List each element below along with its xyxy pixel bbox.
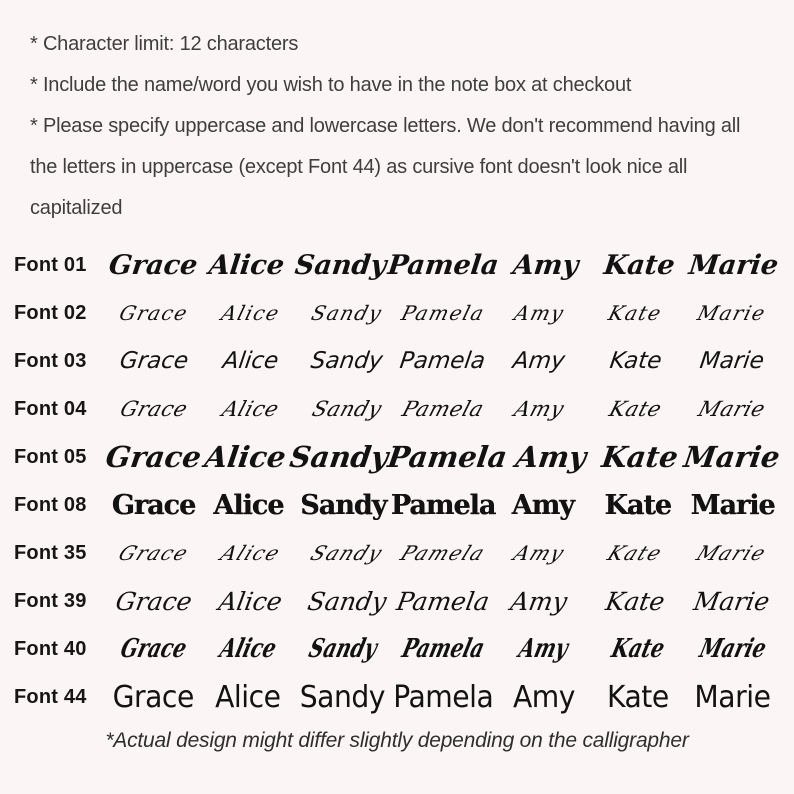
font-sample: Grace xyxy=(118,348,191,374)
font-sample: Marie xyxy=(686,249,780,281)
font-sample: Pamela xyxy=(394,586,492,616)
font-sample: Grace xyxy=(113,586,195,616)
font-sample: Alice xyxy=(207,249,287,281)
font-sample: Alice xyxy=(215,679,281,715)
font-row xyxy=(14,337,780,385)
font-sample: Sandy xyxy=(305,586,389,616)
font-row xyxy=(14,433,783,481)
font-sample: Kate xyxy=(608,634,668,664)
font-sample: Pamela xyxy=(399,397,487,421)
font-sample: Pamela xyxy=(398,348,488,374)
font-sample: Alice xyxy=(202,440,289,474)
note-case-recommendation: * Please specify uppercase and lowercase letters. We don't recommend having all the letters in uppercase (except Font 44) as cursive font doesn't look nice all capitalized xyxy=(30,115,741,219)
font-sample: Grace xyxy=(106,249,200,281)
font-sample: Amy xyxy=(515,634,572,664)
font-sample: Alice xyxy=(218,301,283,325)
font-row xyxy=(14,385,780,433)
font-sample: Kate xyxy=(607,679,670,715)
font-sample: Kate xyxy=(604,489,671,521)
font-label: Font 05 xyxy=(14,445,87,468)
font-sample: Marie xyxy=(692,541,771,565)
font-sample: Alice xyxy=(220,348,280,374)
font-sample: Marie xyxy=(690,489,775,521)
font-sample: Pamela xyxy=(398,301,488,325)
font-row xyxy=(14,289,780,337)
font-row xyxy=(14,529,780,577)
font-sample: Marie xyxy=(695,397,769,421)
font-sample: Alice xyxy=(219,397,282,421)
font-sample: Kate xyxy=(603,586,668,616)
font-label: Font 08 xyxy=(14,493,87,516)
font-row xyxy=(14,241,780,289)
font-sample: Marie xyxy=(691,586,773,616)
font-sample: Grace xyxy=(111,489,196,521)
font-sample: Marie xyxy=(694,301,769,325)
font-sample: Kate xyxy=(606,397,665,421)
font-sample: Amy xyxy=(508,586,570,616)
font-sample: Pamela xyxy=(398,634,488,664)
font-row xyxy=(14,673,780,721)
font-label: Font 40 xyxy=(14,637,87,660)
font-label: Font 35 xyxy=(14,541,87,564)
font-sample: Amy xyxy=(510,249,580,281)
font-sample: Alice xyxy=(213,489,284,521)
font-sample: Pamela xyxy=(385,249,501,281)
font-sample-table xyxy=(0,233,794,721)
font-sample: Alice xyxy=(216,586,285,616)
font-sample: Grace xyxy=(116,301,192,325)
font-label: Font 02 xyxy=(14,301,87,324)
font-sample: Sandy xyxy=(293,249,389,281)
disclaimer-text: *Actual design might differ slightly depending on the calligrapher xyxy=(105,729,689,752)
font-sample: Grace xyxy=(117,634,190,664)
font-sample: Marie xyxy=(696,634,770,664)
font-sample: Kate xyxy=(604,541,668,565)
font-sample: Marie xyxy=(698,348,766,374)
font-label: Font 04 xyxy=(14,397,87,420)
font-sample: Sandy xyxy=(308,397,385,421)
font-sample: Pamela xyxy=(390,489,496,521)
font-label: Font 39 xyxy=(14,589,87,612)
font-sample: Kate xyxy=(601,249,677,281)
font-sample: Grace xyxy=(112,679,194,715)
font-sample: Amy xyxy=(511,489,574,521)
font-sample: Sandy xyxy=(299,679,386,715)
font-sample: Amy xyxy=(513,440,589,474)
font-sample: Alice xyxy=(216,634,280,664)
note-checkout-box: * Include the name/word you wish to have in the note box at checkout xyxy=(30,74,632,96)
font-sample: Sandy xyxy=(287,440,391,474)
font-sample: Grace xyxy=(115,541,194,565)
font-label: Font 01 xyxy=(14,253,87,276)
font-sample: Amy xyxy=(511,348,567,374)
font-sample: Amy xyxy=(512,679,575,715)
font-sample: Sandy xyxy=(305,634,380,664)
font-sample: Sandy xyxy=(309,348,385,374)
font-sample: Kate xyxy=(605,301,666,325)
note-character-limit: * Character limit: 12 characters xyxy=(30,33,299,55)
font-sample: Kate xyxy=(599,440,681,474)
font-sample: Marie xyxy=(694,679,771,715)
font-sample: Amy xyxy=(511,397,568,421)
font-row xyxy=(14,625,780,673)
font-sample: Sandy xyxy=(306,541,387,565)
font-sample: Sandy xyxy=(300,489,387,521)
font-sample: Grace xyxy=(103,440,204,474)
font-sample: Grace xyxy=(117,397,191,421)
font-sample: Pamela xyxy=(392,679,494,715)
font-label: Font 03 xyxy=(14,349,87,372)
font-sample: Amy xyxy=(511,301,568,325)
font-row xyxy=(14,481,780,529)
font-label: Font 44 xyxy=(14,685,87,708)
font-sample: Amy xyxy=(509,541,569,565)
font-sample: Sandy xyxy=(308,301,385,325)
font-row xyxy=(14,577,780,625)
font-sample: Pamela xyxy=(396,541,490,565)
instructions-block xyxy=(0,0,794,233)
font-sample: Kate xyxy=(607,348,664,374)
font-sample: Marie xyxy=(681,440,783,474)
font-sample: Pamela xyxy=(385,440,509,474)
font-sample: Alice xyxy=(216,541,285,565)
